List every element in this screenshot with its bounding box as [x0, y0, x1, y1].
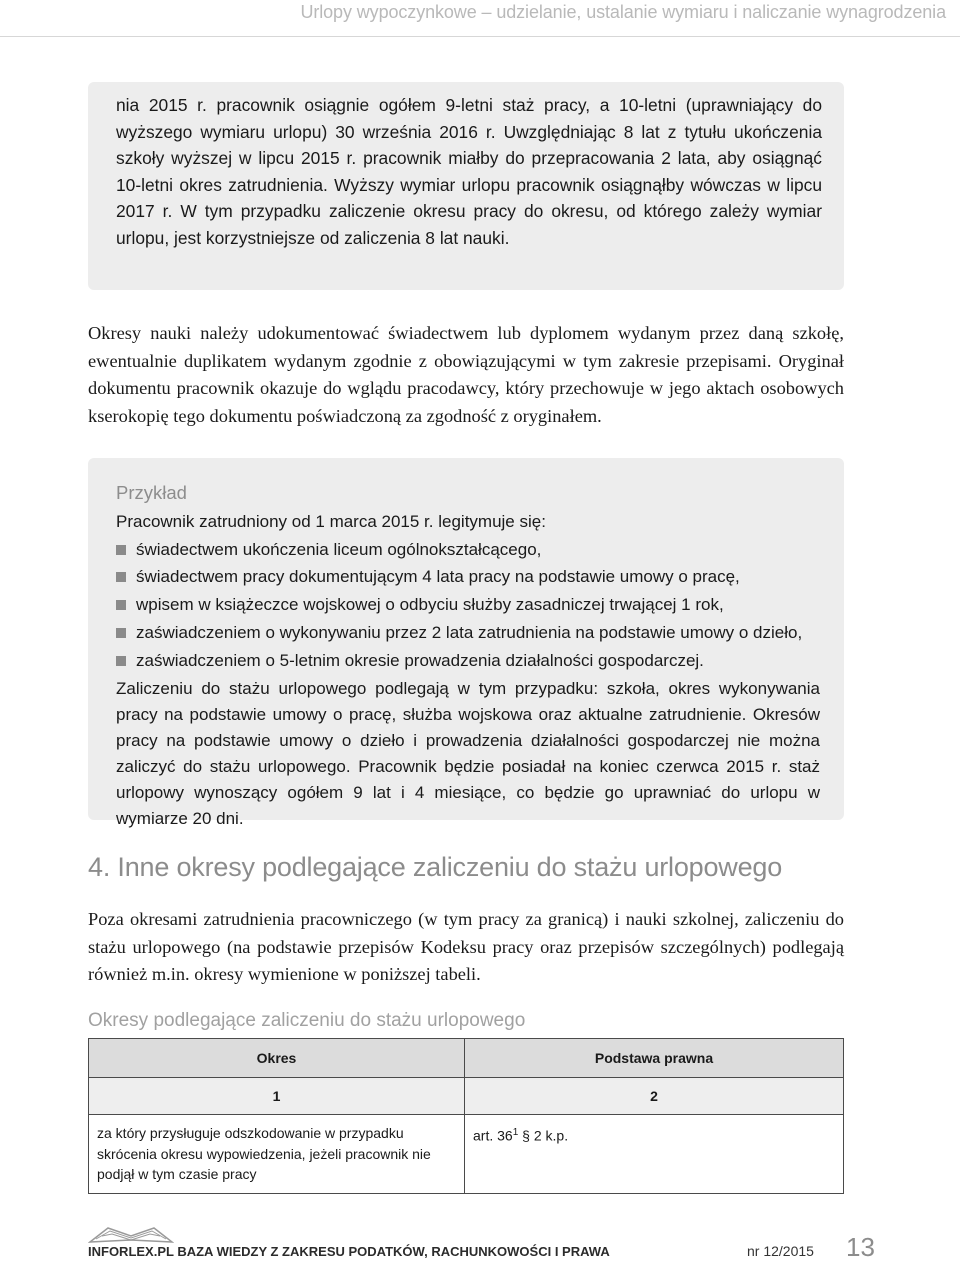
running-header: Urlopy wypoczynkowe – udzielanie, ustalanie wymiaru i naliczanie wynagrodzenia — [300, 2, 946, 22]
example-lead: Pracownik zatrudniony od 1 marca 2015 r. legitymuje się: — [116, 512, 546, 531]
table-header-row — [89, 1039, 844, 1078]
list-item: wpisem w książeczce wojskowej o odbyciu służby zasadniczej trwającej 1 rok, — [116, 591, 820, 619]
example-title: Przykład — [116, 482, 187, 503]
list-item: zaświadczeniem o wykonywaniu przez 2 lata zatrudnienia na podstawie umowy o dzieło, — [116, 619, 820, 647]
cell-legal-basis: art. $36^1$ § 2 k.p. — [465, 1115, 844, 1194]
section-heading: 4. Inne okresy podlegające zaliczeniu do stażu urlopowego — [88, 852, 783, 882]
footer-brand: INFORLEX.PL — [88, 1244, 174, 1259]
square-bullet-icon — [116, 600, 126, 610]
footer-tagline: BAZA WIEDZY Z ZAKRESU PODATKÓW, RACHUNKOWOŚCI I PRAWA — [177, 1244, 610, 1259]
column-header-legal-basis: Podstawa prawna — [465, 1039, 844, 1078]
list-item: świadectwem ukończenia liceum ogólnokształcącego, — [116, 536, 820, 564]
example-list — [116, 536, 820, 675]
table-number-row — [89, 1078, 844, 1115]
list-item: świadectwem pracy dokumentującym 4 lata pracy na podstawie umowy o pracę, — [116, 563, 820, 591]
inforlex-book-logo — [88, 1222, 174, 1244]
cell-period: za który przysługuje odszkodowanie w przypadku skrócenia okresu wypowiedzenia, jeżeli pracownik nie podjął w tym czasie pracy — [89, 1115, 465, 1194]
square-bullet-icon — [116, 545, 126, 555]
column-number-2: 2 — [465, 1078, 844, 1115]
list-item: zaświadczeniem o 5-letnim okresie prowadzenia działalności gospodarczej. — [116, 647, 820, 675]
continued-example-box — [88, 82, 844, 290]
body-paragraph-documents: Okresy nauki należy udokumentować świadectwem lub dyplomem wydanym przez daną szkołę, ewentualnie duplikatem wydanym zgodnie z obowiązującymi w tym zakresie przepisami. Oryginał dokumentu pracownik okazuje do wglądu pracodawcy, który przechowuje w jego aktach osobowych kserokopię tego dokumentu poświadczoną za zgodność z oryginałem. — [88, 323, 844, 426]
table-row — [89, 1115, 844, 1194]
page-number: 13 — [846, 1232, 875, 1262]
column-header-period: Okres — [89, 1039, 465, 1078]
header-divider — [0, 36, 960, 37]
section-paragraph: Poza okresami zatrudnienia pracowniczego (w tym pracy za granicą) i nauki szkolnej, zaliczeniu do stażu urlopowego (na podstawie przepisów Kodeksu pracy oraz przepisów szczególnych) podlegają również m.in. okresy wymienione w poniższej tabeli. — [88, 909, 844, 985]
square-bullet-icon — [116, 656, 126, 666]
square-bullet-icon — [116, 628, 126, 638]
periods-table — [88, 1038, 844, 1194]
example-box — [88, 458, 844, 829]
continued-example-text: nia 2015 r. pracownik osiągnie ogółem 9-letni staż pracy, a 10-letni (uprawniający do wyższego wymiaru urlopu) 30 września 2016 r. Uwzględniając 8 lat z tytułu ukończenia szkoły wyższej w lipcu 2015 r. pracownik miałby do przepracowania 2 lata, aby osiągnąć 10-letni okres zatrudnienia. Wyższy wymiar urlopu pracownik osiągnąłby wówczas w lipcu 2017 r. W tym przypadku zaliczenie okresu pracy do okresu, od którego zależy wymiar urlopu, jest korzystniejsze od zaliczenia 8 lat nauki. — [116, 95, 822, 248]
square-bullet-icon — [116, 572, 126, 582]
example-conclusion: Zaliczeniu do stażu urlopowego podlegają w tym przypadku: szkoła, okres wykonywania pracy na podstawie umowy o pracę, służba wojskowa oraz aktualne zatrudnienie. Okresów pracy na podstawie umowy o dzieło i prowadzenia działalności gospodarczej nie można zaliczyć do stażu urlopowego. Pracownik będzie posiadał na koniec czerwca 2015 r. staż urlopowy wynoszący ogółem 9 lat i 4 miesiące, co będzie go uprawniać do urlopu w wymiarze 20 dni. — [116, 679, 820, 829]
column-number-1: 1 — [89, 1078, 465, 1115]
table-caption: Okresy podlegające zaliczeniu do stażu urlopowego — [88, 1010, 526, 1031]
footer-publication — [88, 1244, 610, 1259]
footer-issue: nr 12/2015 — [747, 1243, 814, 1259]
